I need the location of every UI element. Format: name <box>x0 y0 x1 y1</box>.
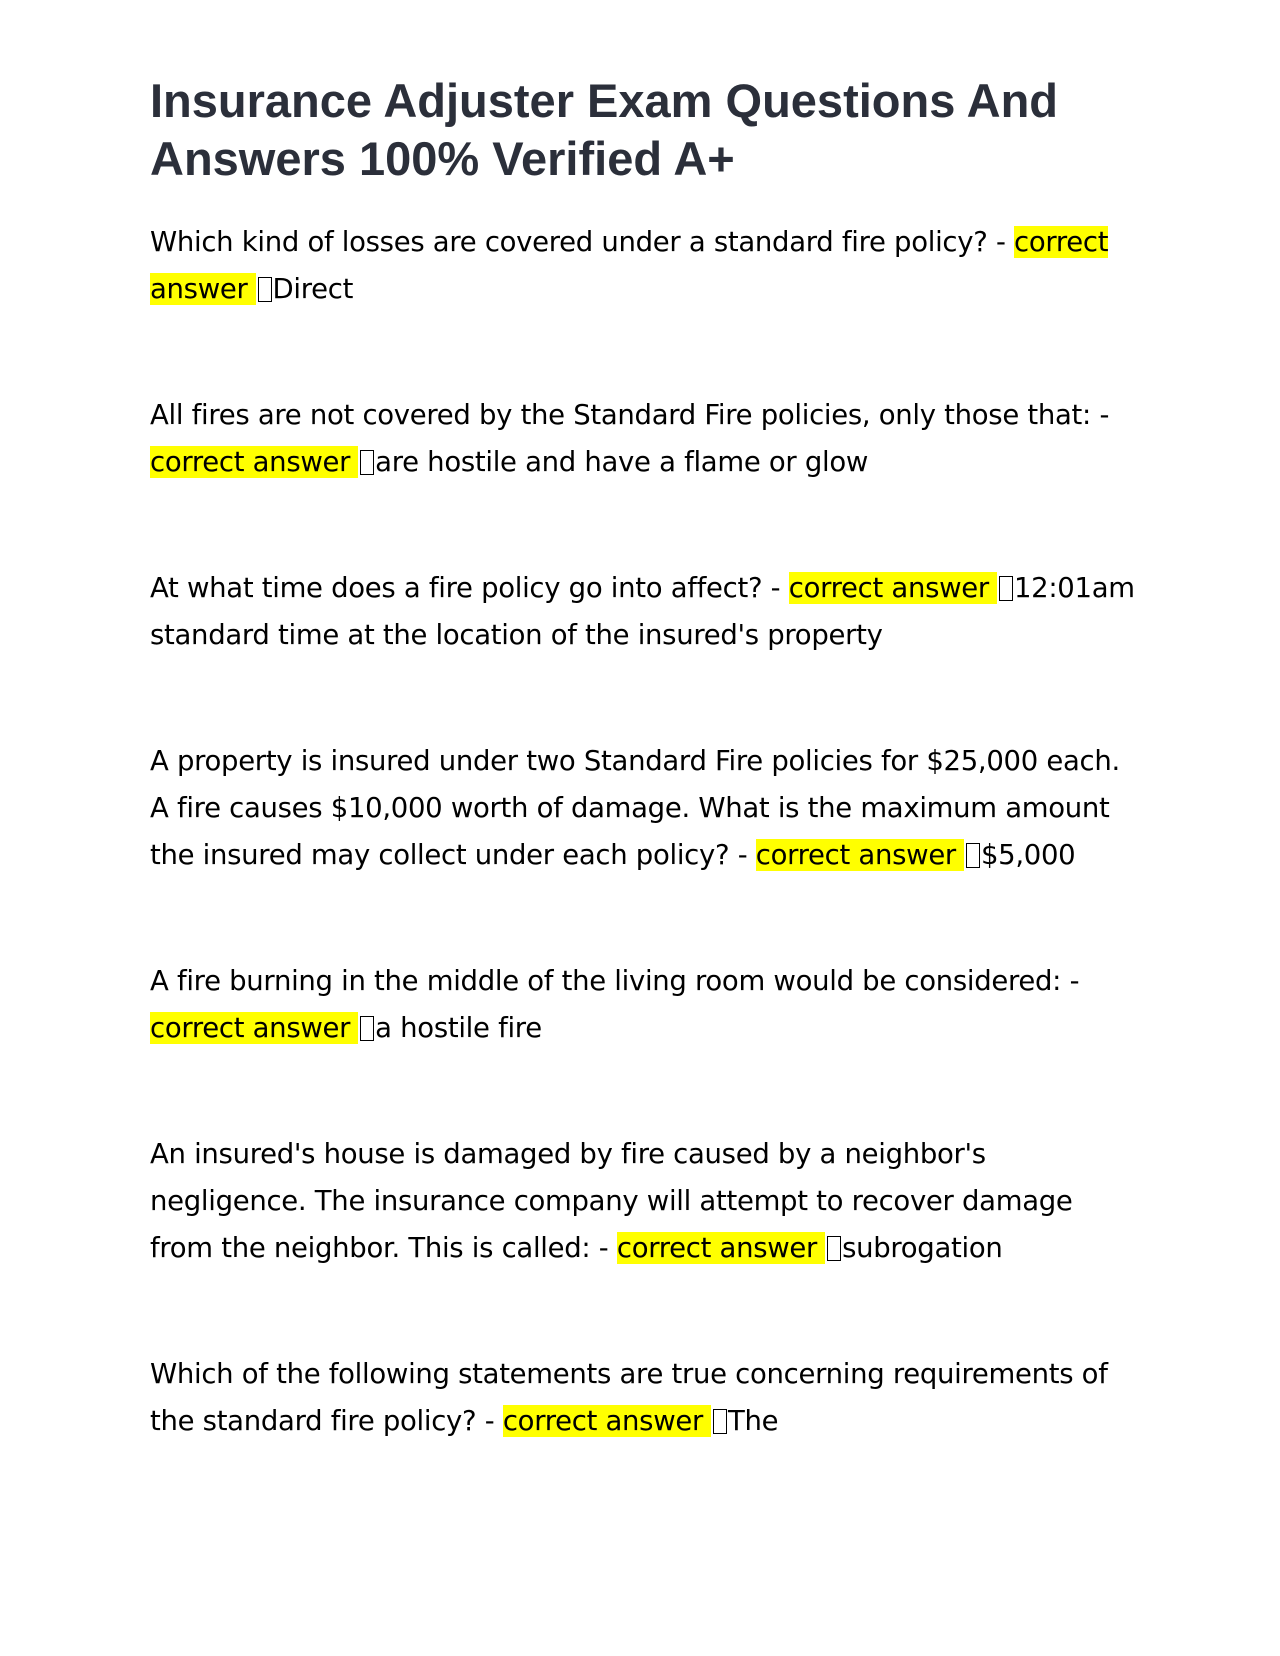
qa-item <box>150 738 1140 879</box>
answer-label: correct answer <box>756 839 964 871</box>
missing-glyph-box <box>360 1016 374 1041</box>
missing-glyph-box <box>999 576 1013 601</box>
answer-label: correct answer <box>789 572 997 604</box>
question-text: A fire burning in the middle of the living room would be considered: - <box>150 965 1080 997</box>
question-text: A property is insured under two Standard Fire policies for $25,000 each. A fire causes $10,000 worth of damage. What is the maximum amount the insured may collect under each policy? - <box>150 745 1120 871</box>
answer-text: Direct <box>272 273 354 305</box>
answer-label: correct answer <box>503 1405 711 1437</box>
qa-item <box>150 1131 1140 1272</box>
missing-glyph-box <box>713 1409 727 1434</box>
question-text: Which of the following statements are true concerning requirements of the standard fire policy? - <box>150 1358 1108 1437</box>
qa-item <box>150 219 1140 313</box>
missing-glyph-box <box>966 843 980 868</box>
missing-glyph-box <box>360 450 374 475</box>
question-text: Which kind of losses are covered under a standard fire policy? - <box>150 226 1006 258</box>
missing-glyph-box <box>258 277 272 302</box>
document-page <box>150 72 1140 1524</box>
qa-item <box>150 392 1140 486</box>
answer-label: correct answer <box>150 226 1109 305</box>
answer-text: a hostile fire <box>375 1012 542 1044</box>
qa-item <box>150 958 1140 1052</box>
question-text: An insured's house is damaged by fire caused by a neighbor's negligence. The insurance company will attempt to recover damage from the neighbor. This is called: - <box>150 1138 1073 1264</box>
qa-item <box>150 565 1140 659</box>
answer-text: subrogation <box>842 1232 1003 1264</box>
answer-text: The <box>728 1405 779 1437</box>
answer-label: correct answer <box>617 1232 825 1264</box>
question-text: At what time does a fire policy go into affect? - <box>150 572 781 604</box>
qa-item <box>150 1351 1140 1445</box>
missing-glyph-box <box>827 1236 841 1261</box>
answer-label: correct answer <box>150 1012 358 1044</box>
answer-text: 12:01am standard time at the location of the insured's property <box>150 572 1135 651</box>
answer-label: correct answer <box>150 446 358 478</box>
question-text: All fires are not covered by the Standard Fire policies, only those that: - <box>150 399 1110 431</box>
document-title: Insurance Adjuster Exam Questions And Answers 100% Verified A+ <box>150 74 1059 185</box>
answer-text: are hostile and have a flame or glow <box>375 446 869 478</box>
answer-text: $5,000 <box>980 839 1076 871</box>
